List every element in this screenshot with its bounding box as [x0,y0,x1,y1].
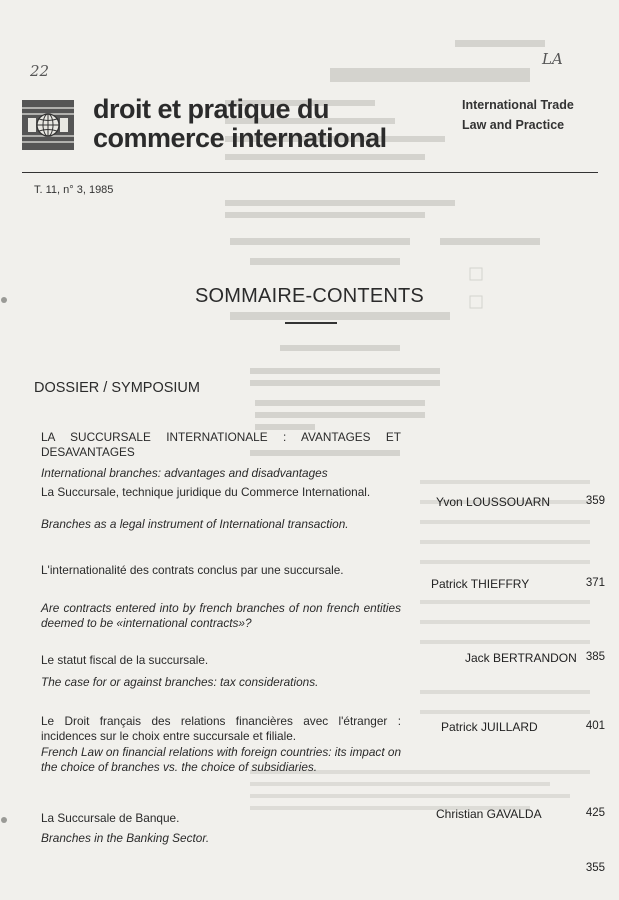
article-1-page: 359 [585,495,605,507]
handwritten-note-right: LA [542,50,563,68]
topic-en: International branches: advantages and disadvantages [41,466,328,480]
journal-title-line1: droit et pratique du [93,94,329,124]
section-title: DOSSIER / SYMPOSIUM [34,380,200,396]
article-2-title-fr: L'internationalité des contrats conclus par une succursale. [41,563,344,577]
journal-title-line2: commerce international [93,123,387,153]
article-3-page: 385 [585,651,605,663]
page-title: SOMMAIRE-CONTENTS [195,285,424,307]
article-1-author: Yvon LOUSSOUARN [436,495,551,509]
article-4-author: Patrick JUILLARD [441,720,538,734]
english-title-line1: International Trade [462,98,574,112]
article-3-title-en: The case for or against branches: tax considerations. [41,675,319,689]
article-5-page: 425 [585,807,605,819]
title-underline [285,322,337,324]
article-1-title-fr: La Succursale, technique juridique du Commerce International. [41,485,371,499]
article-4-title-en: French Law on financial relations with foreign countries: its impact on the choice of branches vs. the choice of subsidiaries. [41,745,401,774]
handwritten-note-left: 22 [30,62,50,80]
article-3-author: Jack BERTRANDON [465,651,577,665]
article-2-page: 371 [585,577,605,589]
article-5-author: Christian GAVALDA [436,807,542,821]
english-title-line2: Law and Practice [462,118,565,132]
topic-fr: LA SUCCURSALE INTERNATIONALE : AVANTAGES ET DESAVANTAGES [41,430,401,459]
article-4-page: 401 [585,720,605,732]
article-2-title-en: Are contracts entered into by french branches of non french entities deemed to be «international contracts»? [41,601,401,630]
article-1-title-en: Branches as a legal instrument of International transaction. [41,517,349,531]
page-number: 355 [585,862,605,874]
article-2-author: Patrick THIEFFRY [431,577,530,591]
globe-logo-icon [22,100,74,150]
article-4-title-fr: Le Droit français des relations financières avec l'étranger : incidences sur le choix entre succursale et filiale. [41,714,401,743]
header-divider [22,172,598,173]
article-5-title-fr: La Succursale de Banque. [41,811,180,825]
article-5-title-en: Branches in the Banking Sector. [41,831,210,845]
issue-number: T. 11, n° 3, 1985 [34,184,114,196]
article-3-title-fr: Le statut fiscal de la succursale. [41,653,209,667]
